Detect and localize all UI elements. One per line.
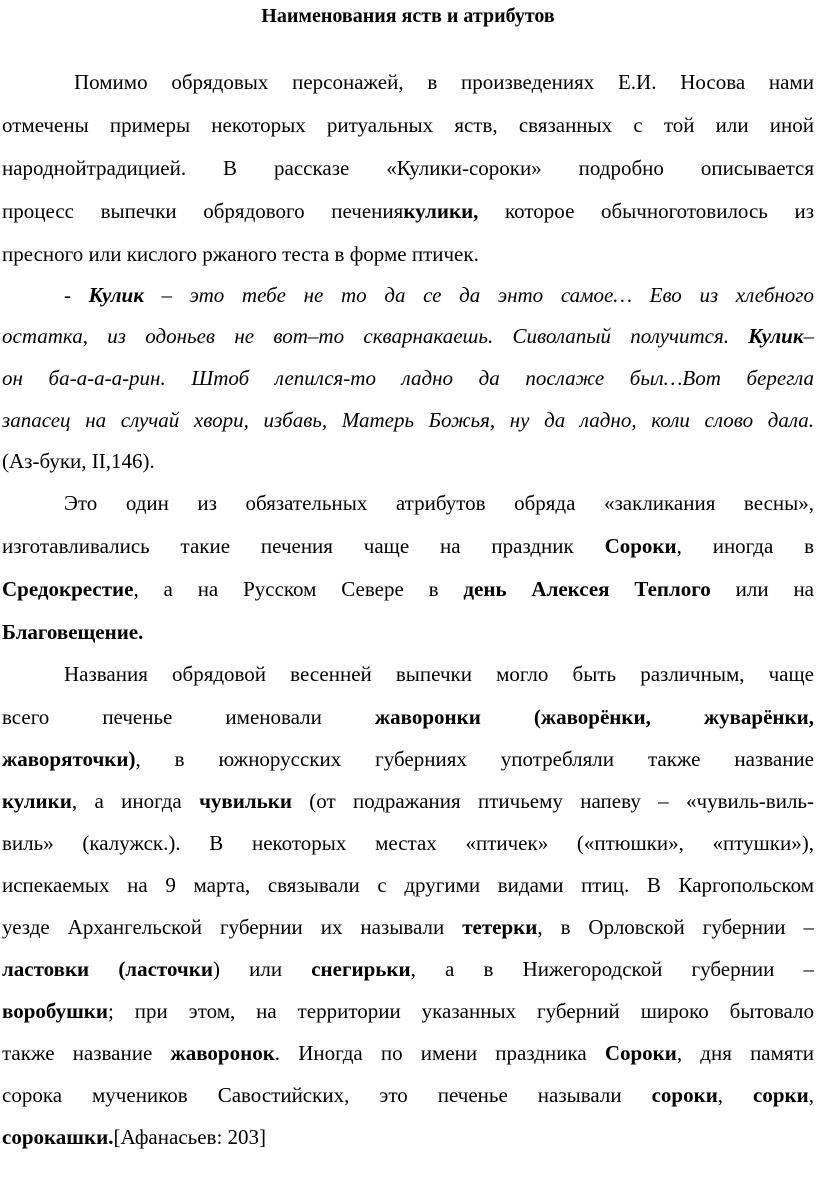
bold-term: чувильки: [199, 789, 292, 813]
bold-term: день Алексея Теплого: [463, 577, 711, 601]
text-line: [2, 829, 814, 857]
text-segment: , в южнорусских губерниях употребляли также название: [135, 747, 814, 771]
text-segment: виль» (калужск.). В некоторых местах «птичек» («птюшки», «птушки»),: [2, 831, 814, 855]
bold-term: Благовещение.: [2, 620, 144, 644]
text-line: [2, 703, 814, 731]
text-segment: которое обычноготовилось из: [478, 199, 814, 223]
text-segment: пресного или кислого ржаного теста в форме птичек.: [2, 242, 479, 266]
text-segment: также название: [2, 1041, 171, 1065]
text-line: [2, 618, 814, 646]
text-segment: (Аз-буки, II,146).: [2, 449, 155, 473]
text-line: [2, 575, 814, 603]
text-segment: изготавливались такие печения чаще на праздник: [2, 534, 605, 558]
text-segment: . Иногда по имени праздника: [274, 1041, 605, 1065]
text-line: [2, 745, 814, 773]
text-segment: [Афанасьев: 203]: [113, 1125, 267, 1149]
bold-term: Средокрестие: [2, 577, 134, 601]
text-segment: , а на Русском Севере в: [133, 577, 464, 601]
text-segment: Названия обрядовой весенней выпечки могло быть различным, чаще: [64, 662, 814, 686]
text-segment: , а иногда: [71, 789, 200, 813]
text-line: [2, 322, 814, 350]
bold-term: Сороки: [604, 534, 677, 558]
text-segment: сорока мучеников Савостийских, это печенье называли: [2, 1083, 652, 1107]
bold-term: жаворонки (жаворёнки, жуварёнки,: [374, 705, 814, 729]
bold-term: тетерки: [462, 915, 538, 939]
text-line: [2, 1081, 814, 1109]
text-segment: или на: [710, 577, 814, 601]
text-line: [74, 68, 814, 96]
text-segment: –: [803, 324, 814, 348]
text-segment: всего печенье именовали: [2, 705, 375, 729]
bold-term: кулики,: [403, 199, 479, 223]
text-segment: , иногда в: [676, 534, 815, 558]
text-segment: уезде Архангельской губернии их называли: [2, 915, 463, 939]
text-line: [2, 871, 814, 899]
bold-term: сорокашки.: [2, 1125, 114, 1149]
bold-term: снегирьки: [311, 957, 411, 981]
text-line: [2, 532, 814, 560]
text-segment: остатка, из одоньев не вот–то скварнакаешь. Сиволапый получится.: [2, 324, 749, 348]
text-line: [2, 447, 814, 475]
text-segment: -: [64, 283, 89, 307]
text-line: [2, 240, 814, 268]
text-segment: (от подражания птичьему напеву – «чувиль-виль-: [291, 789, 814, 813]
document-title: Наименования яств и атрибутов: [261, 5, 555, 27]
text-segment: народнойтрадицией. В рассказе «Кулики-сороки» подробно описывается: [2, 156, 814, 180]
text-segment: ,: [717, 1083, 754, 1107]
bold-term: Кулик: [88, 283, 144, 307]
text-line: [2, 154, 814, 182]
text-segment: Помимо обрядовых персонажей, в произведениях Е.И. Носова нами: [74, 70, 814, 94]
text-line: [2, 787, 814, 815]
text-line: [64, 660, 814, 688]
bold-term: жаворонок: [170, 1041, 275, 1065]
bold-term: сороки: [651, 1083, 718, 1107]
bold-term: кулики: [2, 789, 72, 813]
text-line: [2, 913, 814, 941]
text-segment: – это тебе не то да се да энто самое… Ево из хлебного: [143, 283, 814, 307]
text-line: [64, 489, 814, 517]
text-segment: Это один из обязательных атрибутов обряда «закликания весны»,: [64, 491, 814, 515]
text-line: [2, 197, 814, 225]
bold-term: Кулик: [748, 324, 804, 348]
text-line: [64, 281, 814, 309]
text-segment: , дня памяти: [676, 1041, 814, 1065]
bold-term: жаворяточки): [2, 747, 136, 771]
bold-term: Сороки: [604, 1041, 677, 1065]
text-segment: запасец на случай хвори, избавь, Матерь Божья, ну да ладно, коли слово дала.: [2, 408, 814, 432]
text-line: [2, 364, 814, 392]
text-segment: ) или: [212, 957, 312, 981]
text-segment: , а в Нижегородской губернии –: [410, 957, 814, 981]
text-line: [2, 1123, 814, 1151]
text-segment: ; при этом, на территории указанных губерний широко бытовало: [108, 999, 814, 1023]
text-line: [2, 111, 814, 139]
text-line: [2, 955, 814, 983]
bold-term: воробушки: [2, 999, 109, 1023]
text-line: [2, 406, 814, 434]
text-segment: отмечены примеры некоторых ритуальных яств, связанных с той или иной: [2, 113, 814, 137]
text-segment: испекаемых на 9 марта, связывали с другими видами птиц. В Каргопольском: [2, 873, 814, 897]
text-line: [2, 997, 814, 1025]
text-segment: он ба-а-а-а-рин. Штоб лепился-то ладно да послаже был…Вот берегла: [2, 366, 814, 390]
text-line: [2, 1039, 814, 1067]
bold-term: сорки: [753, 1083, 809, 1107]
text-segment: процесс выпечки обрядового печения: [2, 199, 404, 223]
text-segment: ,: [808, 1083, 814, 1107]
text-segment: , в Орловской губернии –: [537, 915, 814, 939]
bold-term: ластовки (ласточки: [2, 957, 213, 981]
